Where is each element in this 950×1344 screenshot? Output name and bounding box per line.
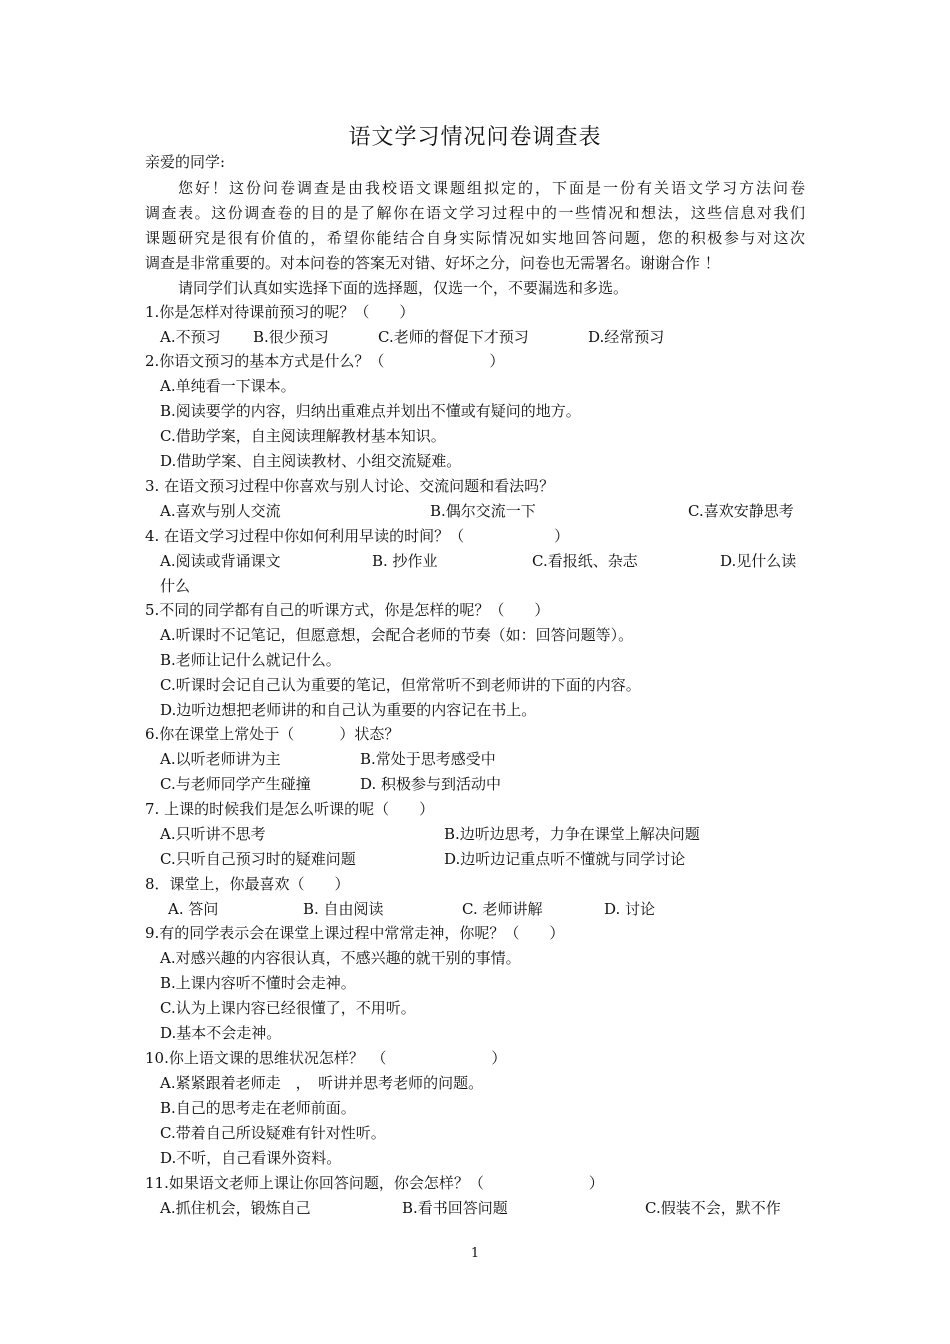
q3-option-b: B.偶尔交流一下 <box>430 502 536 520</box>
q10-option-c: C.带着自己所设疑难有针对性听。 <box>160 1124 386 1142</box>
q6-option-c: C.与老师同学产生碰撞 <box>160 775 311 793</box>
q4-option-d-continued: 什么 <box>160 577 191 595</box>
q8-option-d: D. 讨论 <box>604 900 656 918</box>
q1-option-a: A.不预习 <box>160 328 221 346</box>
question-11: 11.如果语文老师上课让你回答问题，你会怎样？（ ） <box>145 1174 604 1192</box>
q4-option-a: A.阅读或背诵课文 <box>160 552 281 570</box>
question-3: 3. 在语文预习过程中你喜欢与别人讨论、交流问题和看法吗？ <box>145 477 555 495</box>
q2-option-d: D.借助学案、自主阅读教材、小组交流疑难。 <box>160 452 462 470</box>
question-6: 6.你在课堂上常处于（ ）状态？ <box>145 725 400 743</box>
q8-option-a: A. 答问 <box>168 900 219 918</box>
q9-option-a: A.对感兴趣的内容很认真，不感兴趣的就干别的事情。 <box>160 949 521 967</box>
q7-option-b: B.边听边思考，力争在课堂上解决问题 <box>444 825 700 843</box>
q5-option-d: D.边听边想把老师讲的和自己认为重要的内容记在书上。 <box>160 701 537 719</box>
page-number: 1 <box>470 1246 480 1261</box>
q9-option-c: C.认为上课内容已经很懂了，不用听。 <box>160 999 416 1017</box>
q1-option-d: D.经常预习 <box>588 328 665 346</box>
q11-option-a: A.抓住机会，锻炼自己 <box>160 1199 311 1217</box>
q10-option-a: A.紧紧跟着老师走 ， 听讲并思考老师的问题。 <box>160 1074 484 1092</box>
q2-option-c: C.借助学案，自主阅读理解教材基本知识。 <box>160 427 446 445</box>
intro-line-4: 调查是非常重要的。对本问卷的答案无对错、好坏之分，问卷也无需署名。谢谢合作 ！ <box>145 254 720 272</box>
q3-option-c: C.喜欢安静思考 <box>688 502 794 520</box>
q6-option-b: B.常处于思考感受中 <box>360 750 496 768</box>
q11-option-b: B.看书回答问题 <box>402 1199 508 1217</box>
page-title: 语文学习情况问卷调查表 <box>348 125 602 150</box>
q11-option-c: C.假装不会，默不作 <box>645 1199 781 1217</box>
q6-option-a: A.以听老师讲为主 <box>160 750 281 768</box>
intro-line-2: 调查表。这份调查卷的目的是了解你在语文学习过程中的一些情况和想法，这些信息对我们 <box>145 204 805 222</box>
q9-option-d: D.基本不会走神。 <box>160 1024 282 1042</box>
question-10: 10.你上语文课的思维状况怎样？ （ ） <box>145 1049 507 1067</box>
question-1: 1.你是怎样对待课前预习的呢？（ ） <box>145 303 415 321</box>
q7-option-d: D.边听边记重点听不懂就与同学讨论 <box>444 850 686 868</box>
q4-option-c: C.看报纸、杂志 <box>532 552 638 570</box>
q5-option-c: C.听课时会记自己认为重要的笔记，但常常听不到老师讲的下面的内容。 <box>160 676 641 694</box>
q2-option-b: B.阅读要学的内容，归纳出重难点并划出不懂或有疑问的地方。 <box>160 402 581 420</box>
q5-option-a: A.听课时不记笔记，但愿意想，会配合老师的节奏（如：回答问题等）。 <box>160 626 634 644</box>
q7-option-c: C.只听自己预习时的疑难问题 <box>160 850 356 868</box>
intro-line-1: 您好！这份问卷调查是由我校语文课题组拟定的，下面是一份有关语文学习方法问卷 <box>178 179 805 197</box>
question-9: 9.有的同学表示会在课堂上课过程中常常走神，你呢？（ ） <box>145 924 565 942</box>
intro-line-3: 课题研究是很有价值的，希望你能结合自身实际情况如实地回答问题，您的积极参与对这次 <box>145 229 805 247</box>
question-2: 2.你语文预习的基本方式是什么？（ ） <box>145 352 505 370</box>
instruction: 请同学们认真如实选择下面的选择题，仅选一个，不要漏选和多选。 <box>178 279 629 297</box>
question-7: 7. 上课的时候我们是怎么听课的呢（ ） <box>145 800 435 818</box>
q4-option-d: D.见什么读 <box>720 552 797 570</box>
question-8: 8．课堂上，你最喜欢（ ） <box>145 875 350 893</box>
q8-option-b: B. 自由阅读 <box>303 900 384 918</box>
q10-option-d: D.不听，自己看课外资料。 <box>160 1149 342 1167</box>
q9-option-b: B.上课内容听不懂时会走神。 <box>160 974 356 992</box>
greeting: 亲爱的同学: <box>145 153 226 171</box>
q3-option-a: A.喜欢与别人交流 <box>160 502 281 520</box>
q7-option-a: A.只听讲不思考 <box>160 825 266 843</box>
question-5: 5.不同的同学都有自己的听课方式，你是怎样的呢？（ ） <box>145 601 550 619</box>
question-4: 4. 在语文学习过程中你如何利用早读的时间？（ ） <box>145 527 570 545</box>
q10-option-b: B.自己的思考走在老师前面。 <box>160 1099 356 1117</box>
q8-option-c: C. 老师讲解 <box>462 900 543 918</box>
q4-option-b: B. 抄作业 <box>372 552 438 570</box>
q5-option-b: B.老师让记什么就记什么。 <box>160 651 341 669</box>
q6-option-d: D. 积极参与到活动中 <box>360 775 502 793</box>
q1-option-c: C.老师的督促下才预习 <box>378 328 529 346</box>
q1-option-b: B.很少预习 <box>253 328 329 346</box>
q2-option-a: A.单纯看一下课本。 <box>160 377 296 395</box>
